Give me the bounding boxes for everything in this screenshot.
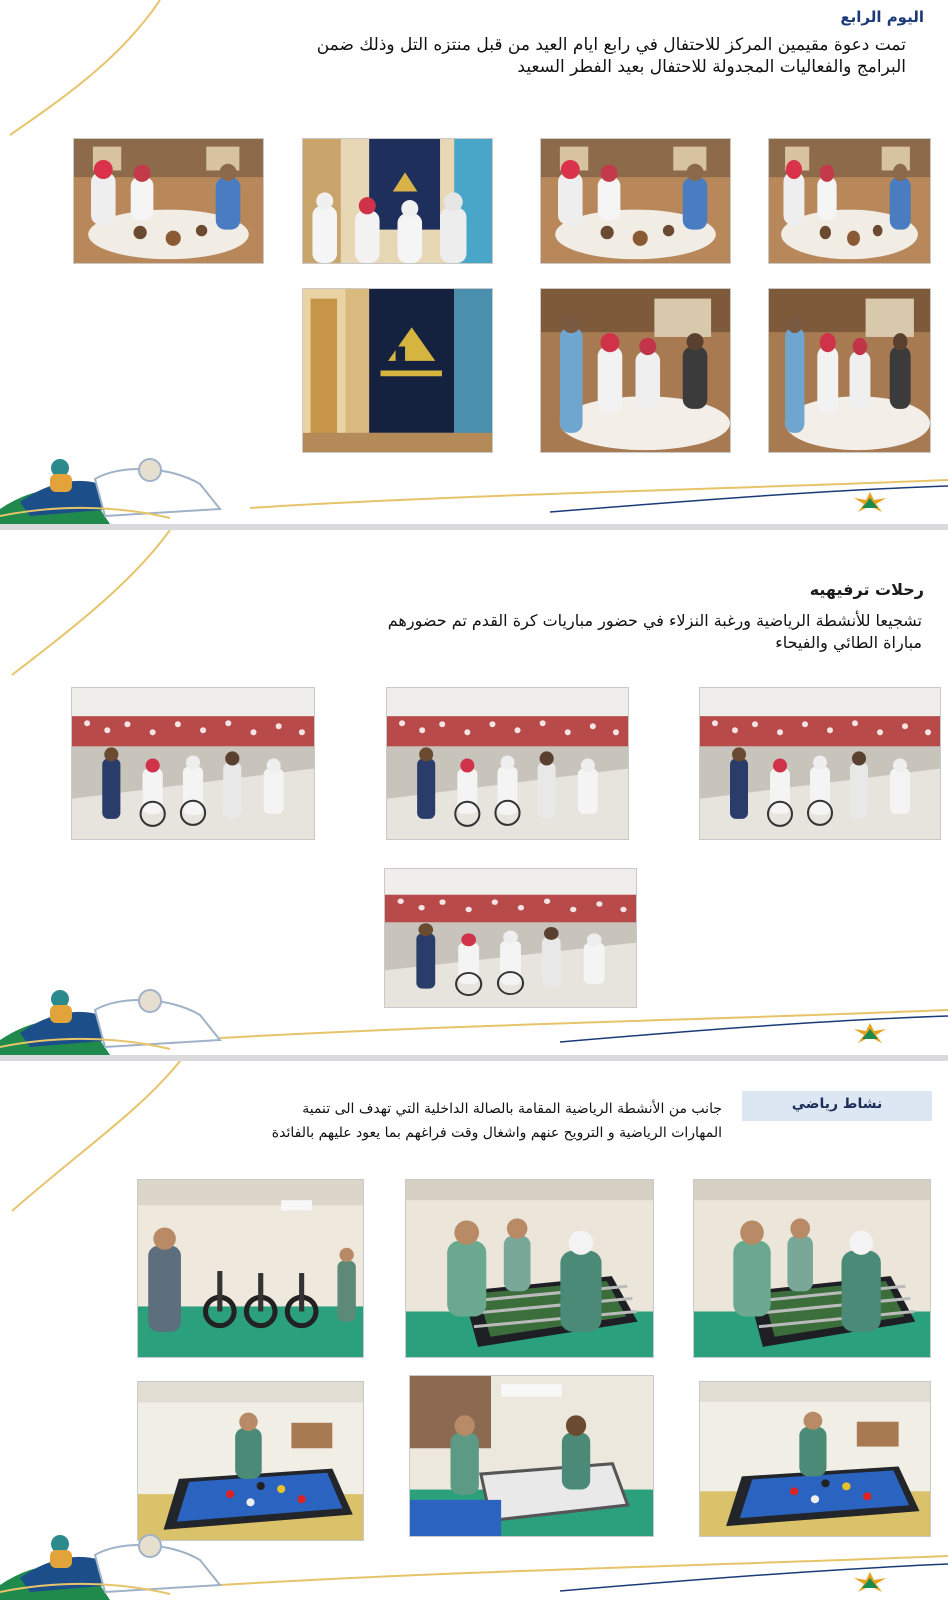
activity-photo	[693, 1179, 931, 1358]
activity-photo	[409, 1375, 654, 1537]
slide-title: اليوم الرابع	[840, 8, 924, 26]
footer-decoration	[0, 1530, 948, 1600]
description-line: جانب من الأنشطة الرياضية المقامة بالصالة الداخلية التي تهدف الى تنمية	[302, 1101, 722, 1117]
event-photo	[302, 288, 493, 453]
stadium-photo	[386, 687, 629, 840]
event-photo	[302, 138, 493, 264]
description-line: المهارات الرياضية و الترويح عنهم واشغال وقت فراغهم بما يعود عليهم بالفائدة	[271, 1125, 722, 1141]
slide-title: رحلات ترفيهيه	[809, 580, 924, 599]
slide-description	[317, 34, 906, 78]
slide-sports-activity	[0, 1061, 948, 1600]
description-line: مباراة الطائي والفيحاء	[775, 633, 922, 652]
description-line: تشجيعا للأنشطة الرياضية ورغبة النزلاء في حضور مباريات كرة القدم تم حضورهم	[387, 611, 922, 630]
stadium-photo	[71, 687, 315, 840]
event-photo	[768, 288, 931, 453]
stadium-photo	[699, 687, 941, 840]
description-line: تمت دعوة مقيمين المركز للاحتفال في رابع ايام العيد من قبل منتزه التل وذلك ضمن	[316, 35, 906, 55]
slide-fourth-day	[0, 0, 948, 524]
section-badge: نشاط رياضي	[742, 1091, 932, 1121]
description-line: البرامج والفعاليات المجدولة للاحتفال بعيد الفطر السعيد	[517, 57, 906, 77]
slide-description	[272, 1097, 722, 1145]
activity-photo	[405, 1179, 654, 1358]
slide-recreational-trips	[0, 530, 948, 1055]
event-photo	[540, 138, 731, 264]
event-photo	[768, 138, 931, 264]
event-photo	[540, 288, 731, 453]
activity-photo	[137, 1179, 364, 1358]
activity-photo	[699, 1381, 931, 1537]
event-photo	[73, 138, 264, 264]
footer-decoration	[0, 985, 948, 1055]
activity-photo	[137, 1381, 364, 1541]
footer-decoration	[0, 454, 948, 524]
slide-description	[388, 610, 922, 654]
